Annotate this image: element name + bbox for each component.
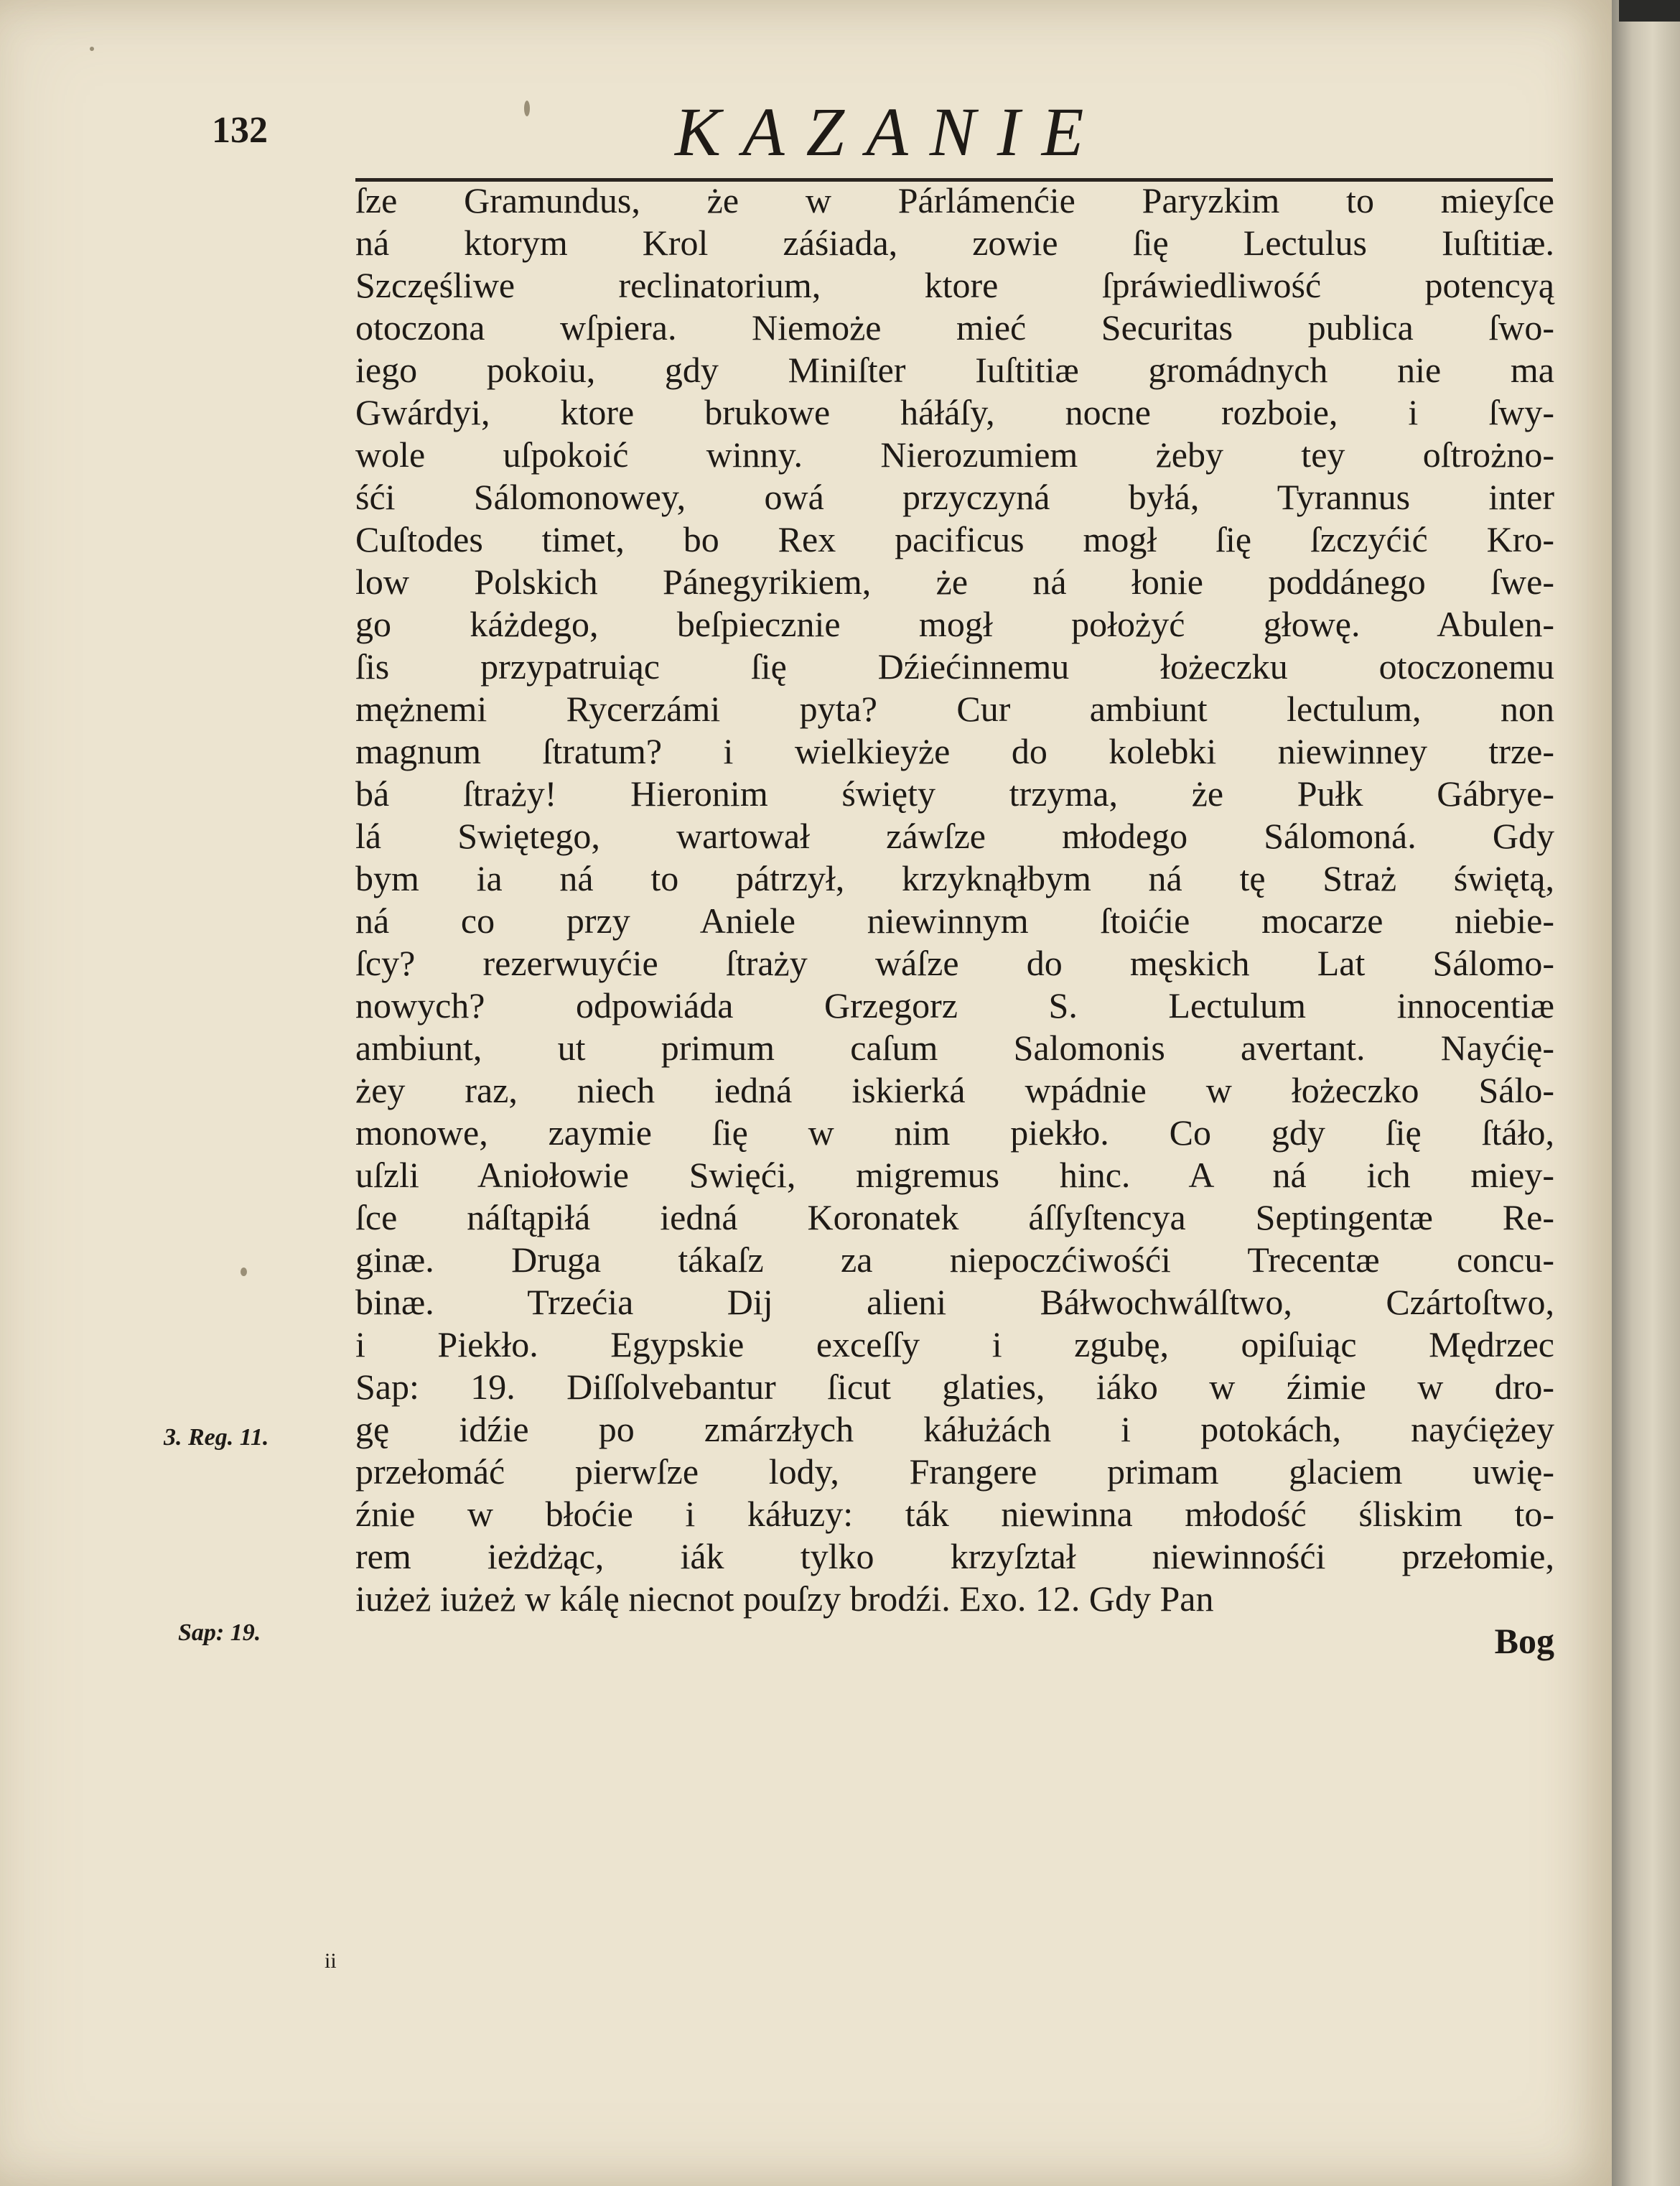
text-line: otoczona wſpiera. Niemoże mieć Securitas publica ſwo- <box>355 307 1554 348</box>
text-line: ſcy? rezerwuyćie ſtraży wáſze do męskich Lat Sálomo- <box>355 943 1554 983</box>
ink-speck <box>90 47 94 51</box>
text-line: ſis przypatruiąc ſię Dźiećinnemu łożeczku otoczonemu <box>355 646 1554 687</box>
running-title: KAZANIE <box>675 93 1106 170</box>
text-line: mężnemi Rycerzámi pyta? Cur ambiunt lectulum, non <box>355 689 1554 729</box>
text-line: nowych? odpowiáda Grzegorz S. Lectulum innocentiæ <box>355 985 1554 1025</box>
text-line: wole uſpokoić winny. Nierozumiem żeby tey oſtrożno- <box>355 434 1554 475</box>
text-line: źnie w błoćie i káłuzy: ták niewinna młodość śliskim to- <box>355 1494 1554 1534</box>
text-line: monowe, zaymie ſię w nim piekło. Co gdy ſię ſtáło, <box>355 1112 1554 1153</box>
text-line: low Polskich Pánegyrikiem, że ná łonie poddánego ſwe- <box>355 562 1554 602</box>
text-line: binæ. Trzećia Dij alieni Báłwochwálſtwo, Czártoſtwo, <box>355 1282 1554 1322</box>
text-line: iego pokoiu, gdy Miniſter Iuſtitiæ gromádnych nie ma <box>355 350 1554 390</box>
text-line: bá ſtraży! Hieronim święty trzyma, że Pułk Gábrye- <box>355 773 1554 814</box>
text-line: magnum ſtratum? i wielkieyże do kolebki niewinney trze- <box>355 731 1554 771</box>
text-line: Cuſtodes timet, bo Rex pacificus mogł ſię ſzczyćić Kro- <box>355 519 1554 559</box>
ink-speck <box>241 1268 247 1276</box>
page-edge <box>1612 0 1680 2186</box>
margin-note-reg: 3. Reg. 11. <box>164 1424 269 1451</box>
text-line: Sap: 19. Diſſolvebantur ſicut glaties, iáko w źimie w dro- <box>355 1367 1554 1407</box>
margin-note-sap: Sap: 19. <box>178 1619 261 1646</box>
text-line: ambiunt, ut primum caſum Salomonis avertant. Nayćię- <box>355 1028 1554 1068</box>
ink-speck <box>524 101 530 116</box>
text-line: i Piekło. Egypskie exceſſy i zgubę, opiſuiąc Mędrzec <box>355 1324 1554 1364</box>
catchword: Bog <box>1494 1621 1554 1661</box>
text-line: bym ia ná to pátrzył, krzyknąłbym ná tę Straż świętą, <box>355 858 1554 898</box>
text-line: przełomáć pierwſze lody, Frangere primam glaciem uwię- <box>355 1451 1554 1492</box>
text-line: ná co przy Aniele niewinnym ſtoićie mocarze niebie- <box>355 901 1554 941</box>
page-number: 132 <box>212 110 268 151</box>
text-line: iużeż iużeż w kálę niecnot pouſzy brodźi. Exo. 12. Gdy Pan <box>355 1578 1214 1619</box>
text-line: żey raz, niech iedná iskierká wpádnie w łożeczko Sálo- <box>355 1070 1554 1110</box>
sermon-text <box>355 180 1554 1662</box>
text-line: ſze Gramundus, że w Párlámenćie Paryzkim to mieyſce <box>355 180 1554 220</box>
text-line: gę idźie po zmárzłych káłużách i potokách, nayćiężey <box>355 1409 1554 1449</box>
text-line: rem ieżdżąc, iák tylko krzyſztał niewinnośći przełomie, <box>355 1536 1554 1576</box>
scanner-background <box>1619 0 1680 22</box>
text-line: lá Swiętego, wartował záwſze młodego Sálomoná. Gdy <box>355 816 1554 856</box>
text-line: ná ktorym Krol záśiada, zowie ſię Lectulus Iuſtitiæ. <box>355 223 1554 263</box>
text-line: ginæ. Druga tákaſz za niepoczćiwośći Trecentæ concu- <box>355 1239 1554 1280</box>
text-line: Gwárdyi, ktore brukowe háłáſy, nocne rozboie, i ſwy- <box>355 392 1554 432</box>
text-line: Szczęśliwe reclinatorium, ktore ſpráwiedliwość potencyą <box>355 265 1554 305</box>
text-line: go káżdego, beſpiecznie mogł położyć głowę. Abulen- <box>355 604 1554 644</box>
signature-mark: ii <box>325 1949 337 1973</box>
text-line: śći Sálomonowey, owá przyczyná byłá, Tyrannus inter <box>355 477 1554 517</box>
text-line: ſce náſtąpiłá iedná Koronatek áſſyſtencya Septingentæ Re- <box>355 1197 1554 1237</box>
text-line: uſzli Aniołowie Swięći, migremus hinc. A ná ich miey- <box>355 1155 1554 1195</box>
